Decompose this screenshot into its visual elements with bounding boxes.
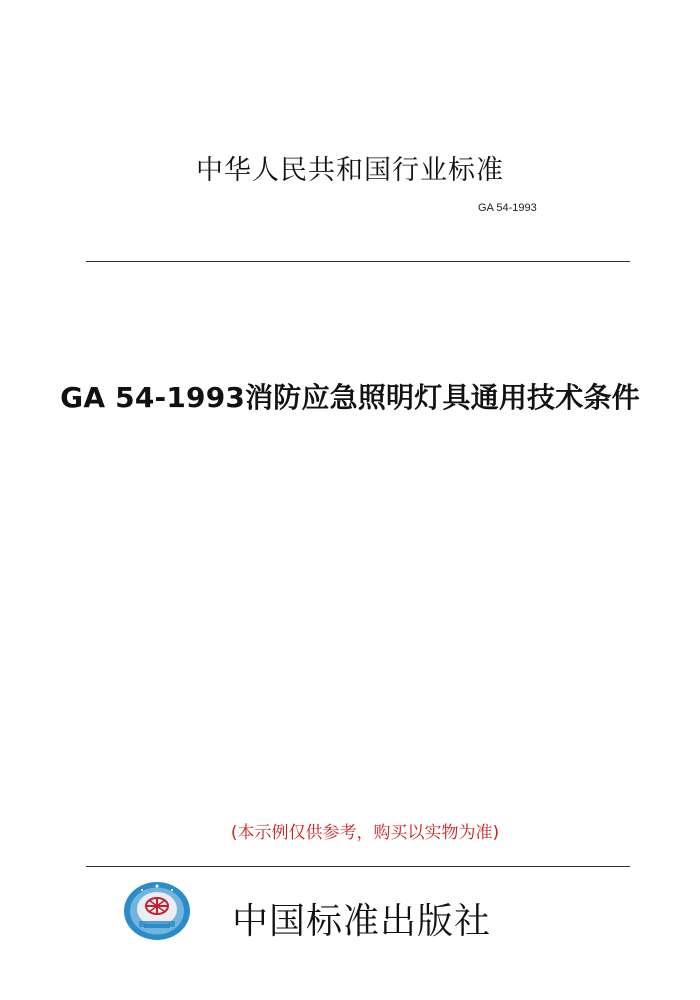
standard-code: GA 54-1993 bbox=[478, 202, 537, 214]
sample-notice: (本示例仅供参考，购买以实物为准) bbox=[230, 823, 500, 843]
standard-category-title: 中华人民共和国行业标准 bbox=[196, 155, 504, 186]
bottom-divider bbox=[86, 866, 630, 867]
document-title: GA 54-1993消防应急照明灯具通用技术条件 bbox=[60, 381, 640, 414]
publisher-name: 中国标准出版社 bbox=[232, 901, 492, 942]
publisher-seal-icon bbox=[122, 880, 192, 942]
top-divider bbox=[86, 261, 630, 262]
